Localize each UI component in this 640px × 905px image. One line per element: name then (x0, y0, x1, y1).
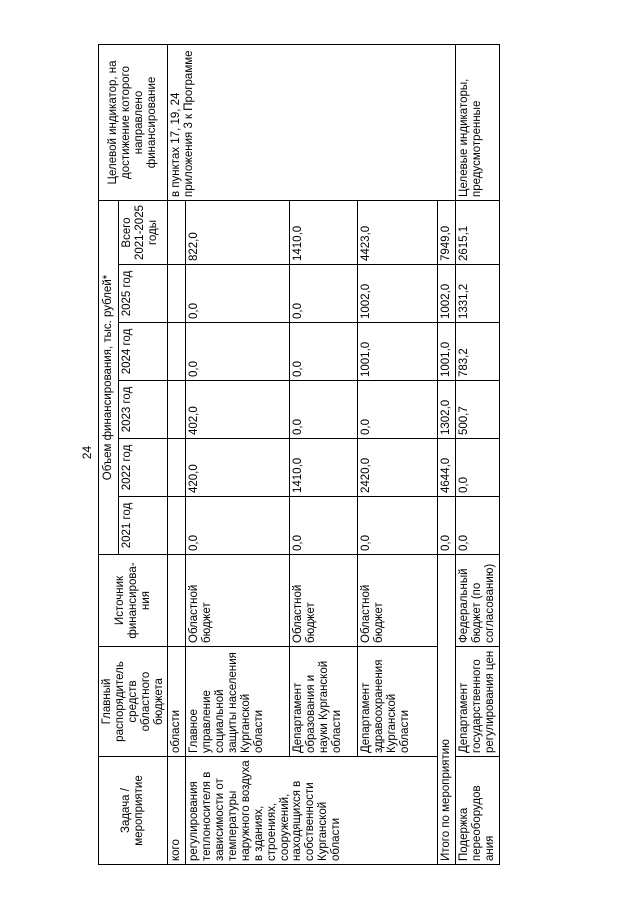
value-cell: 0,0 (358, 381, 438, 439)
indicator-cell: Целевые индикаторы, предусмотренные (456, 44, 500, 200)
header-year-2025: 2025 год (119, 265, 168, 323)
financing-table (98, 44, 500, 865)
header-volume: Объем финансирования, тыс. рублей* (99, 200, 119, 554)
manager-cell: Главное управление социальной защиты населения Курганской области (186, 647, 290, 757)
value-cell: 0,0 (456, 497, 500, 555)
value-cell: 420,0 (186, 439, 290, 497)
manager-cell: Департамент здравоохранения Курганской области (358, 647, 438, 757)
header-year-2023: 2023 год (119, 381, 168, 439)
header-source: Источник финансирова-ния (99, 555, 168, 647)
value-cell: 1331,2 (456, 265, 500, 323)
source-cell: Областной бюджет (290, 555, 358, 647)
value-cell: 0,0 (186, 497, 290, 555)
value-cell: 1410,0 (290, 439, 358, 497)
value-cell: 4644,0 (438, 439, 456, 497)
value-cell: 7949,0 (438, 200, 456, 264)
table-row (456, 44, 500, 864)
task-cell: регулирования теплоносителя в зависимости от температуры наружного воздуха в зданиях, строениях, сооружений, находящихся в собственности Курганской области (186, 757, 438, 865)
value-cell: 0,0 (358, 497, 438, 555)
header-manager: Главный распорядитель средств областного бюджета (99, 647, 168, 757)
header-year-2024: 2024 год (119, 323, 168, 381)
header-task: Задача / мероприятие (99, 757, 168, 865)
value-cell (168, 200, 186, 264)
value-cell: 2420,0 (358, 439, 438, 497)
source-cell: Областной бюджет (186, 555, 290, 647)
manager-cell: области (168, 647, 186, 757)
manager-cell: Департамент образования и науки Курганской области (290, 647, 358, 757)
task-cell: кого (168, 757, 186, 865)
value-cell: 0,0 (438, 497, 456, 555)
header-year-2022: 2022 год (119, 439, 168, 497)
header-indicator: Целевой индикатор, на достижение которого направлено финансирование (99, 44, 168, 200)
value-cell: 1001,0 (438, 323, 456, 381)
value-cell: 0,0 (186, 323, 290, 381)
value-cell (168, 497, 186, 555)
table-row (168, 44, 186, 864)
value-cell: 1410,0 (290, 200, 358, 264)
value-cell: 1001,0 (358, 323, 438, 381)
value-cell (168, 323, 186, 381)
header-year-total: Всего 2021-2025 годы (119, 200, 168, 264)
value-cell: 1002,0 (438, 265, 456, 323)
task-cell: Подержка переоборудов ания (456, 757, 500, 865)
total-label: Итого по мероприятию (438, 555, 456, 865)
value-cell: 2615,1 (456, 200, 500, 264)
manager-cell: Департамент государственного регулирования цен (456, 647, 500, 757)
header-row (99, 44, 119, 864)
value-cell (168, 265, 186, 323)
source-cell: Областной бюджет (358, 555, 438, 647)
value-cell: 822,0 (186, 200, 290, 264)
value-cell: 0,0 (290, 497, 358, 555)
value-cell: 500,7 (456, 381, 500, 439)
value-cell (168, 439, 186, 497)
value-cell: 783,2 (456, 323, 500, 381)
value-cell: 0,0 (290, 381, 358, 439)
indicator-cell: в пунктах 17, 19, 24 приложения 3 к Программе (168, 44, 456, 200)
header-year-2021: 2021 год (119, 497, 168, 555)
value-cell: 0,0 (290, 265, 358, 323)
source-cell (168, 555, 186, 647)
value-cell: 0,0 (290, 323, 358, 381)
value-cell: 1302,0 (438, 381, 456, 439)
value-cell: 402,0 (186, 381, 290, 439)
value-cell: 0,0 (456, 439, 500, 497)
value-cell: 1002,0 (358, 265, 438, 323)
value-cell (168, 381, 186, 439)
value-cell: 4423,0 (358, 200, 438, 264)
source-cell: Федеральный бюджет (по согласованию) (456, 555, 500, 647)
value-cell: 0,0 (186, 265, 290, 323)
page-number: 24 (80, 445, 94, 460)
